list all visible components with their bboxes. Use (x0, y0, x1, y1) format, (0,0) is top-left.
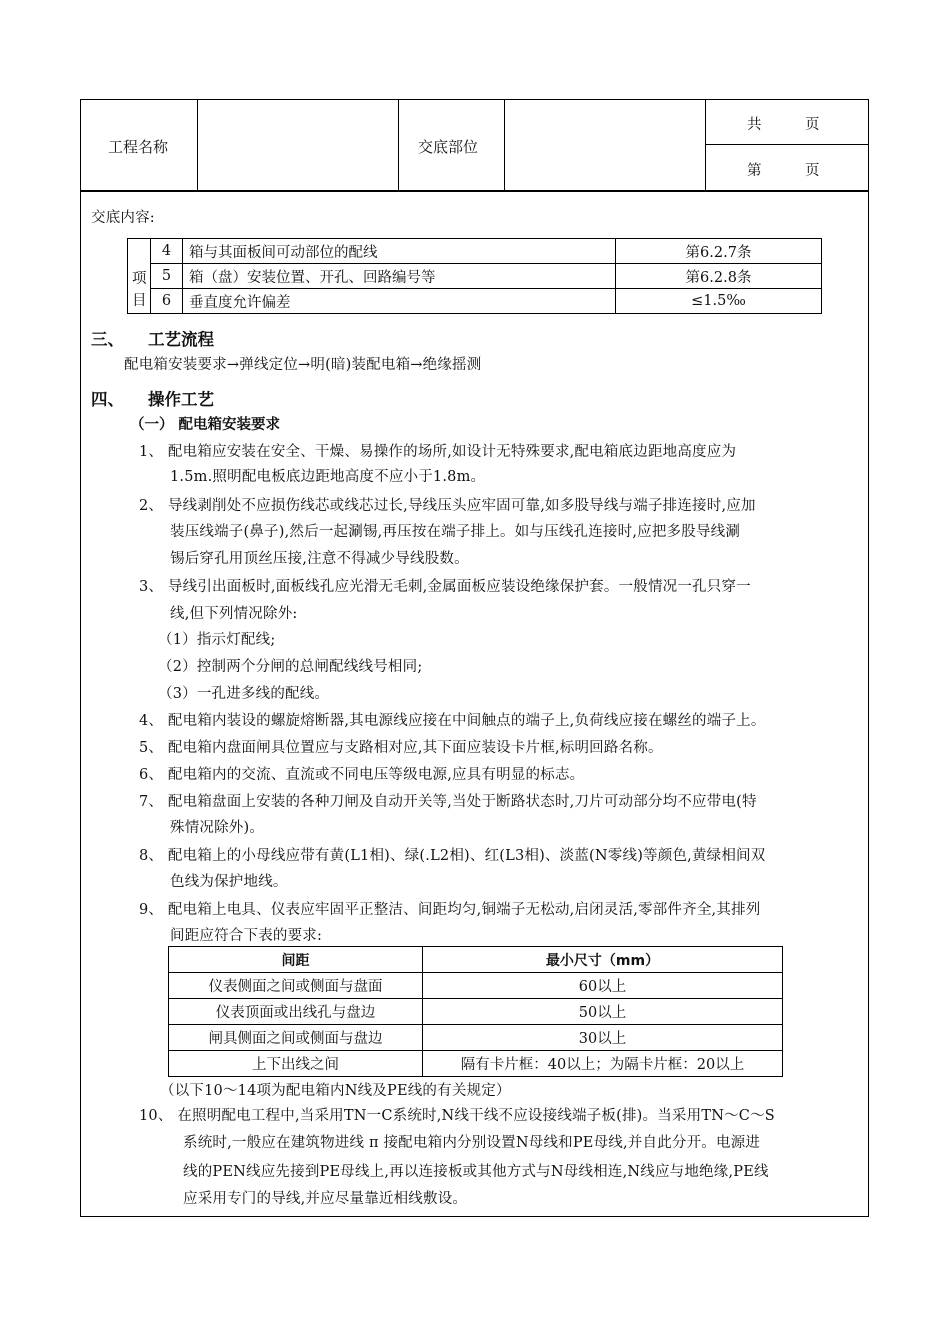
header-divider (504, 99, 505, 191)
table-cell: 仪表顶面或出线孔与盘边 (169, 999, 423, 1025)
table-cell: 60以上 (423, 973, 783, 999)
header-divider (705, 144, 869, 145)
table-row (169, 1051, 783, 1077)
header-divider (705, 99, 706, 191)
items-table (127, 238, 822, 314)
item-number: 4 (151, 239, 183, 264)
page-number-label: 第 页 (747, 163, 820, 179)
paragraph-line: 应采用专门的导线,并应尽量靠近相线敷设。 (183, 1191, 468, 1207)
item-description: 箱（盘）安装位置、开孔、回路编号等 (183, 264, 616, 289)
paragraph-line: 线,但下列情况除外: (170, 606, 298, 622)
table-cell: 闸具侧面之间或侧面与盘边 (169, 1025, 423, 1051)
item-clause: ≤1.5‰ (616, 289, 822, 314)
paragraph-line: 9、 配电箱上电具、仪表应牢固平正整洁、间距均匀,铜端子无松动,启闭灵活,零部件齐全,其排列 (139, 902, 761, 918)
item-number: 5 (151, 264, 183, 289)
process-flow: 配电箱安装要求→弹线定位→明(暗)装配电箱→绝缘摇测 (124, 357, 482, 373)
paragraph-line: 间距应符合下表的要求: (170, 928, 323, 944)
table-row (128, 264, 822, 289)
paragraph-line: 1、 配电箱应安装在安全、干燥、易操作的场所,如设计无特殊要求,配电箱底边距地高度应为 (139, 444, 737, 460)
section-4-title: 操作工艺 (148, 390, 214, 409)
paragraph-line: 线的PEN线应先接到PE母线上,再以连接板或其他方式与N母线相连,N线应与地绝缘,PE线 (183, 1164, 769, 1180)
header-divider (197, 99, 198, 191)
table-cell: 上下出线之间 (169, 1051, 423, 1077)
part-label: 交底部位 (418, 138, 479, 156)
paragraph-line: 殊情况除外)。 (170, 820, 265, 836)
note-line: （以下10～14项为配电箱内N线及PE线的有关规定） (160, 1083, 511, 1099)
paragraph-line: （1）指示灯配线; (158, 632, 276, 648)
paragraph-line: 7、 配电箱盘面上安装的各种刀闸及自动开关等,当处于断路状态时,刀片可动部分均不应带电(特 (139, 794, 757, 810)
content-label: 交底内容: (91, 210, 155, 226)
paragraph-line: 6、 配电箱内的交流、直流或不同电压等级电源,应具有明显的标志。 (139, 767, 585, 783)
project-name-label: 工程名称 (108, 138, 169, 156)
table-cell: 50以上 (423, 999, 783, 1025)
spacing-table (168, 946, 783, 1077)
table-row (169, 999, 783, 1025)
table-row (128, 289, 822, 314)
items-group-label: 项目 (128, 239, 151, 314)
column-header: 间距 (169, 947, 423, 973)
table-header-row (169, 947, 783, 973)
header-divider (398, 99, 399, 191)
table-row (169, 1025, 783, 1051)
paragraph-line: 8、 配电箱上的小母线应带有黄(L1相)、绿(.L2相)、红(L3相)、淡蓝(N零线)等颜色,黄绿相间双 (139, 848, 766, 864)
table-cell: 仪表侧面之间或侧面与盘面 (169, 973, 423, 999)
table-row (128, 239, 822, 264)
table-row (169, 973, 783, 999)
paragraph-line: 10、 在照明配电工程中,当采用TN一C系统时,N线干线不应设接线端子板(排)。当采用TN～C～S (139, 1108, 775, 1124)
header-bottom-rule (80, 190, 869, 192)
section-3-number: 三、 (91, 330, 124, 349)
paragraph-line: 装压线端子(鼻子),然后一起涮锡,再压按在端子排上。如与压线孔连接时,应把多股导线涮 (170, 524, 741, 540)
item-description: 垂直度允许偏差 (183, 289, 616, 314)
paragraph-line: 3、 导线引出面板时,面板线孔应光滑无毛刺,金属面板应装设绝缘保护套。一般情况一孔只穿一 (139, 579, 751, 595)
column-header: 最小尺寸（mm） (423, 947, 783, 973)
item-number: 6 (151, 289, 183, 314)
paragraph-line: 2、 导线剥削处不应损伤线芯或线芯过长,导线压头应牢固可靠,如多股导线与端子排连接时,应加 (139, 498, 756, 514)
table-cell: 隔有卡片框：40以上；为隔卡片框：20以上 (423, 1051, 783, 1077)
item-clause: 第6.2.7条 (616, 239, 822, 264)
paragraph-line: 4、 配电箱内装设的螺旋熔断器,其电源线应接在中间触点的端子上,负荷线应接在螺丝的端子上。 (139, 713, 766, 729)
section-4-number: 四、 (91, 390, 124, 409)
paragraph-line: 系统时,一般应在建筑物进线 π 接配电箱内分别设置N母线和PE母线,并自此分开。电源进 (183, 1135, 761, 1151)
subsection-title: （一） 配电箱安装要求 (130, 417, 281, 433)
paragraph-line: 1.5m.照明配电板底边距地高度不应小于1.8m。 (170, 469, 486, 485)
item-description: 箱与其面板间可动部位的配线 (183, 239, 616, 264)
item-clause: 第6.2.8条 (616, 264, 822, 289)
section-3-title: 工艺流程 (148, 330, 214, 349)
paragraph-line: （2）控制两个分闸的总闸配线线号相同; (158, 659, 423, 675)
paragraph-line: 5、 配电箱内盘面闸具位置应与支路相对应,其下面应装设卡片框,标明回路名称。 (139, 740, 663, 756)
paragraph-line: 锡后穿孔用顶丝压接,注意不得减少导线股数。 (170, 551, 469, 567)
paragraph-line: 色线为保护地线。 (170, 874, 288, 890)
table-cell: 30以上 (423, 1025, 783, 1051)
paragraph-line: （3）一孔进多线的配线。 (158, 686, 330, 702)
total-pages-label: 共 页 (747, 117, 820, 133)
